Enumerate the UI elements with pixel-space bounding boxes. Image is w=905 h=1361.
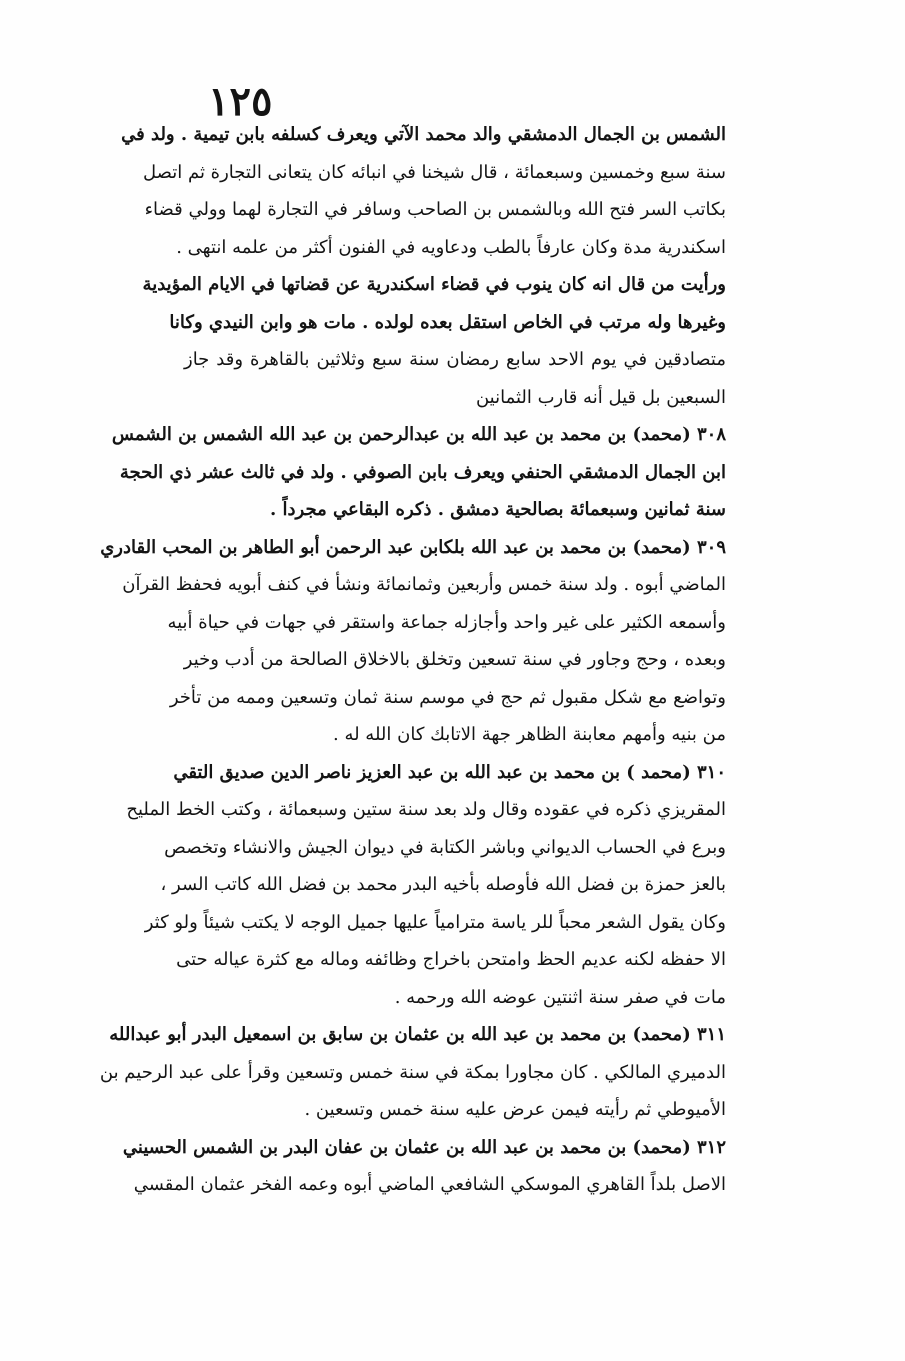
text-line: الا حفظه لكنه عديم الحظ وامتحن باخراج وظائفه وماله مع كثرة عياله حتى (176, 949, 726, 970)
text-line: بالعز حمزة بن فضل الله فأوصله بأخيه البدر محمد بن فضل الله كاتب السر ، (160, 874, 726, 895)
page-body (99, 116, 726, 1204)
text-line: الأميوطي ثم رأيته فيمن عرض عليه سنة خمس وتسعين . (304, 1099, 726, 1120)
text-line: بكاتب السر فتح الله وبالشمس بن الصاحب وسافر في التجارة لهما وولي قضاء (144, 199, 726, 220)
text-line: الدميري المالكي . كان مجاورا بمكة في سنة خمس وتسعين وقرأ على عبد الرحيم بن (99, 1061, 726, 1083)
text-line: السبعين بل قيل أنه قارب الثمانين (475, 386, 726, 408)
text-line: سنة ثمانين وسبعمائة بصالحية دمشق . ذكره البقاعي مجرداً . (269, 499, 726, 520)
text-line: سنة سبع وخمسين وسبعمائة ، قال شيخنا في انبائه كان يتعانى التجارة ثم اتصل (143, 161, 726, 183)
text-line: اسكندرية مدة وكان عارفاً بالطب ودعاويه في الفنون أكثر من علمه انتهى . (176, 236, 726, 258)
text-line: وتواضع مع شكل مقبول ثم حج في موسم سنة ثمان وتسعين وممه من تأخر (169, 686, 726, 708)
text-line: المقريزي ذكره في عقوده وقال ولد بعد سنة ستين وسبعمائة ، وكتب الخط المليح (126, 799, 726, 820)
text-line: وبعده ، وحج وجاور في سنة تسعين وتخلق بالاخلاق الصالحة من أدب وخير (183, 649, 726, 670)
text-line: الشمس بن الجمال الدمشقي والد محمد الآتي ويعرف كسلفه بابن تيمية . ولد في (121, 124, 726, 145)
text-line: الاصل بلداً القاهري الموسكي الشافعي الماضي أبوه وعمه الفخر عثمان المقسي (133, 1174, 726, 1195)
page-number: ١٢٥ (208, 78, 273, 125)
text-line: وأسمعه الكثير على غير واحد وأجازله جماعة واستقر في جهات في حياة أبيه (167, 611, 726, 633)
text-line: مات في صفر سنة اثنتين عوضه الله ورحمه . (394, 986, 726, 1008)
entry-311-line: ٣١١ (محمد) بن محمد بن عبد الله بن عثمان بن سابق بن اسمعيل البدر أبو عبدالله (109, 1024, 726, 1045)
text-line: وغيرها وله مرتب في الخاص استقل بعده لولده . مات هو وابن النيدي وكانا (169, 311, 726, 333)
text-line: وبرع في الحساب الديواني وباشر الكتابة في ديوان الجيش والانشاء وتخصص (164, 836, 726, 858)
entry-309-line: ٣٠٩ (محمد) بن محمد بن عبد الله بلكابن عبد الرحمن أبو الطاهر بن المحب القادري (100, 536, 726, 558)
text-line: ورأيت من قال انه كان ينوب في قضاء اسكندرية عن قضاتها في الايام المؤيدية (142, 274, 726, 295)
text-line: ابن الجمال الدمشقي الحنفي ويعرف بابن الصوفي . ولد في ثالث عشر ذي الحجة (119, 461, 726, 483)
text-line: وكان يقول الشعر محباً للر ياسة مترامياً عليها جميل الوجه لا يكتب شيئاً ولو كثر (144, 911, 726, 933)
entry-310-line: ٣١٠ (محمد ) بن محمد بن عبد الله بن عبد العزيز ناصر الدين صديق التقي (173, 761, 726, 783)
entry-312-line: ٣١٢ (محمد) بن محمد بن عبد الله بن عثمان بن عفان البدر بن الشمس الحسيني (122, 1136, 726, 1158)
entry-308-line: ٣٠٨ (محمد) بن محمد بن عبد الله بن عبدالرحمن بن عبد الله الشمس بن الشمس (111, 424, 726, 445)
text-line: متصادقين في يوم الاحد سابع رمضان سنة سبع وثلاثين بالقاهرة وقد جاز (184, 349, 726, 370)
text-line: الماضي أبوه . ولد سنة خمس وأربعين وثمانمائة ونشأ في كنف أبويه فحفظ القرآن (122, 574, 726, 595)
text-line: من بنيه وأمهم معابنة الظاهر جهة الاتابك كان الله له . (333, 724, 726, 745)
